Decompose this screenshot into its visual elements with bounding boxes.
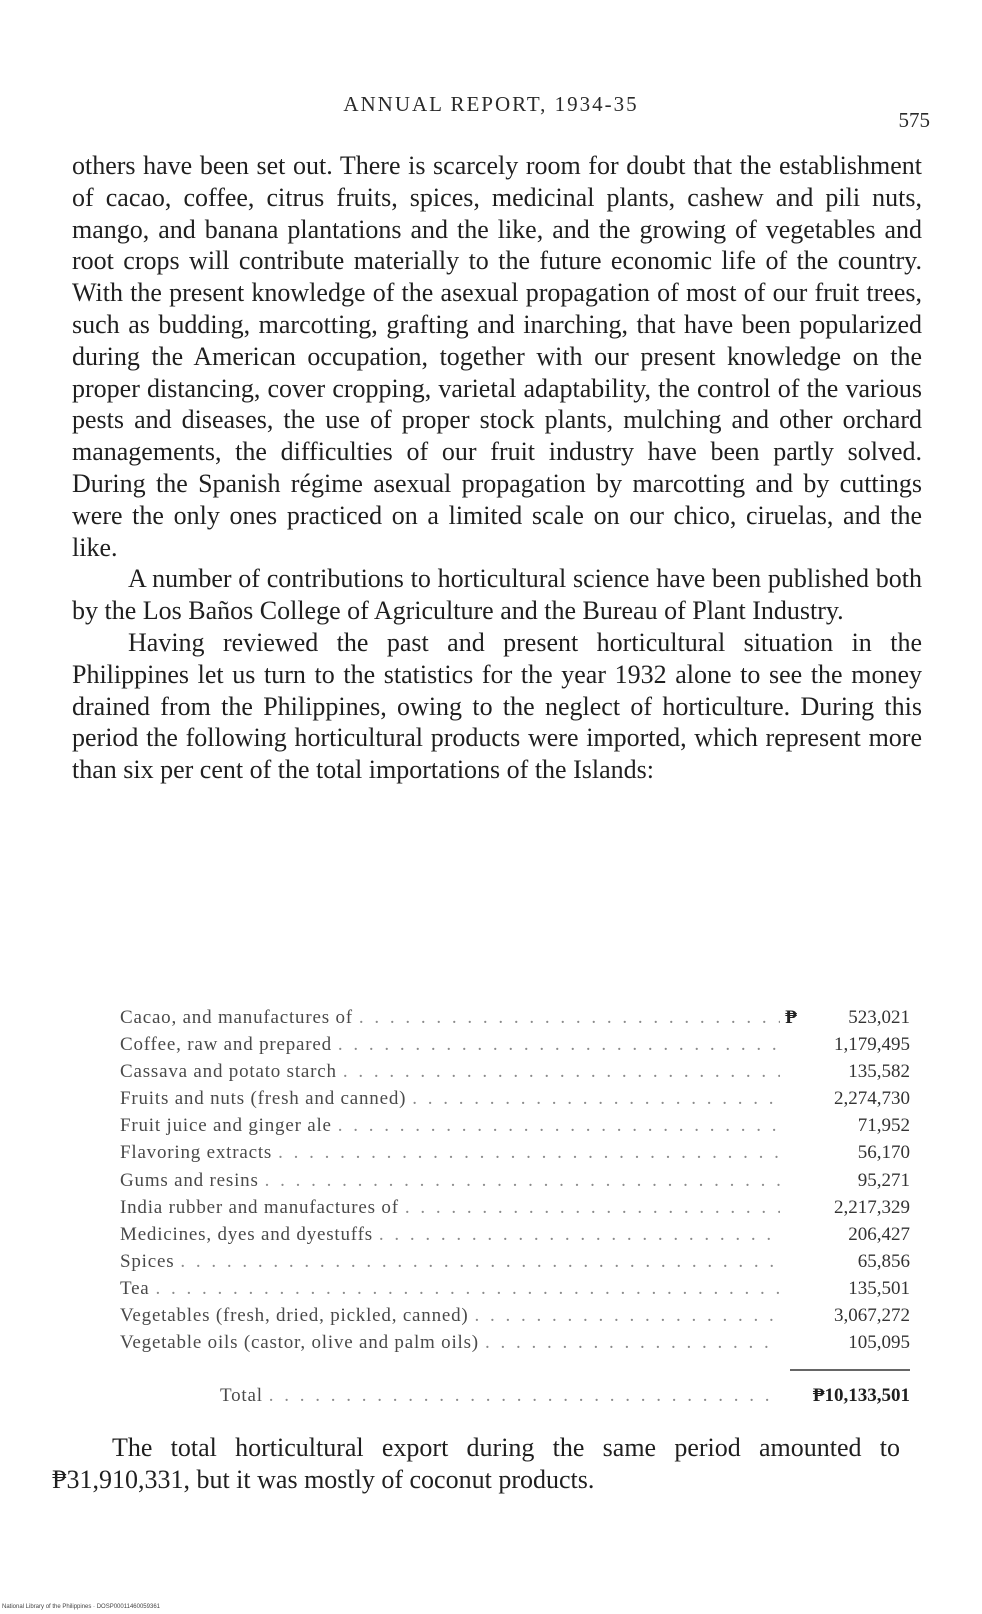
imports-table (120, 1007, 910, 1412)
item-amount: 2,274,730 (834, 1088, 910, 1110)
table-row (120, 1332, 910, 1359)
table-row (120, 1305, 910, 1332)
dot-leader (412, 1088, 780, 1110)
item-label: Vegetables (fresh, dried, pickled, canned) (120, 1305, 469, 1327)
paragraph-exports: The total horticultural export during the same period amounted to ₱31,910,331, but it was mostly of coconut products. (52, 1433, 900, 1494)
item-label: Medicines, dyes and dyestuffs (120, 1223, 373, 1245)
table-row (120, 1224, 910, 1251)
item-label: Cacao, and manufactures of (120, 1007, 353, 1028)
dot-leader (338, 1115, 780, 1137)
item-label: Cassava and potato starch (120, 1061, 337, 1083)
item-amount: 95,271 (857, 1169, 910, 1191)
item-amount: 71,952 (857, 1115, 910, 1137)
table-row (120, 1034, 910, 1061)
item-label: Fruits and nuts (fresh and canned) (120, 1088, 407, 1110)
dot-leader (379, 1224, 780, 1246)
item-amount: 105,095 (848, 1332, 910, 1354)
table-row (120, 1007, 910, 1034)
dot-leader (278, 1142, 780, 1164)
total-rule (790, 1369, 910, 1371)
footer-attribution: National Library of the Philippines · DOSP00011460059361 (2, 1604, 160, 1610)
item-label: Coffee, raw and prepared (120, 1034, 332, 1056)
item-label: Vegetable oils (castor, olive and palm oils) (120, 1332, 479, 1354)
dot-leader (475, 1305, 780, 1327)
item-amount: 65,856 (857, 1250, 910, 1272)
item-label: Gums and resins (120, 1169, 259, 1191)
dot-leader (485, 1332, 780, 1354)
dot-leader (343, 1061, 780, 1083)
page-number: 575 (898, 108, 930, 132)
peso-sign: ₱ (785, 1007, 797, 1028)
dot-leader (359, 1007, 780, 1029)
total-row (120, 1385, 910, 1412)
item-label: Fruit juice and ginger ale (120, 1115, 332, 1137)
dot-leader (265, 1170, 780, 1192)
item-label: India rubber and manufactures of (120, 1196, 399, 1218)
paragraph-statistics: Having reviewed the past and present horticultural situation in the Philippines let us turn to the statistics for the year 1932 alone to see the money drained from the Philippines, owing to the neglect of horticulture. During this period the following horticultural products were imported, which represent more than six per cent of the total importations of the Islands: (72, 627, 922, 785)
table-row (120, 1278, 910, 1305)
dot-leader (405, 1197, 780, 1219)
item-amount: 135,582 (848, 1061, 910, 1083)
item-amount: 1,179,495 (834, 1034, 910, 1056)
total-label: Total (220, 1385, 263, 1407)
item-label: Flavoring extracts (120, 1142, 273, 1164)
item-amount: 2,217,329 (834, 1196, 910, 1218)
item-amount: 3,067,272 (834, 1305, 910, 1327)
total-amount: ₱10,133,501 (812, 1385, 910, 1407)
dot-leader (338, 1034, 780, 1056)
item-amount: 135,501 (848, 1277, 910, 1299)
closing-text (52, 1432, 900, 1496)
paragraph-contributions: A number of contributions to horticultural science have been published both by the Los Baños College of Agriculture and the Bureau of Plant Industry. (72, 564, 922, 626)
table-row (120, 1142, 910, 1169)
running-title: ANNUAL REPORT, 1934-35 (343, 92, 639, 116)
body-text (72, 150, 922, 786)
table-row (120, 1197, 910, 1224)
table-row (120, 1061, 910, 1088)
item-amount: 523,021 (848, 1007, 910, 1028)
dot-leader (180, 1251, 780, 1273)
table-row (120, 1088, 910, 1115)
item-label: Spices (120, 1250, 175, 1272)
paragraph-continued: others have been set out. There is scarcely room for doubt that the establishment of cacao, coffee, citrus fruits, spices, medicinal plants, cashew and pili nuts, mango, and banana plantations and the like, and the growing of vegetables and root crops will contribute materially to the future economic life of the country. With the present knowledge of the asexual propagation of most of our fruit trees, such as budding, marcotting, grafting and inarching, that have been popularized during the American occupation, together with our present knowledge on the proper distancing, cover cropping, varietal adaptability, the control of the various pests and diseases, the use of proper stock plants, mulching and other orchard managements, the difficulties of our fruit industry have been partly solved. During the Spanish régime asexual propagation by marcotting and by cuttings were the only ones practiced on a limited scale on our chico, ciruelas, and the like. (72, 151, 922, 562)
table-row (120, 1251, 910, 1278)
item-amount: 206,427 (848, 1223, 910, 1245)
item-label: Tea (120, 1277, 150, 1299)
table-row (120, 1115, 910, 1142)
dot-leader (269, 1385, 780, 1407)
table-row (120, 1170, 910, 1197)
item-amount: 56,170 (857, 1142, 910, 1164)
dot-leader (156, 1278, 780, 1300)
